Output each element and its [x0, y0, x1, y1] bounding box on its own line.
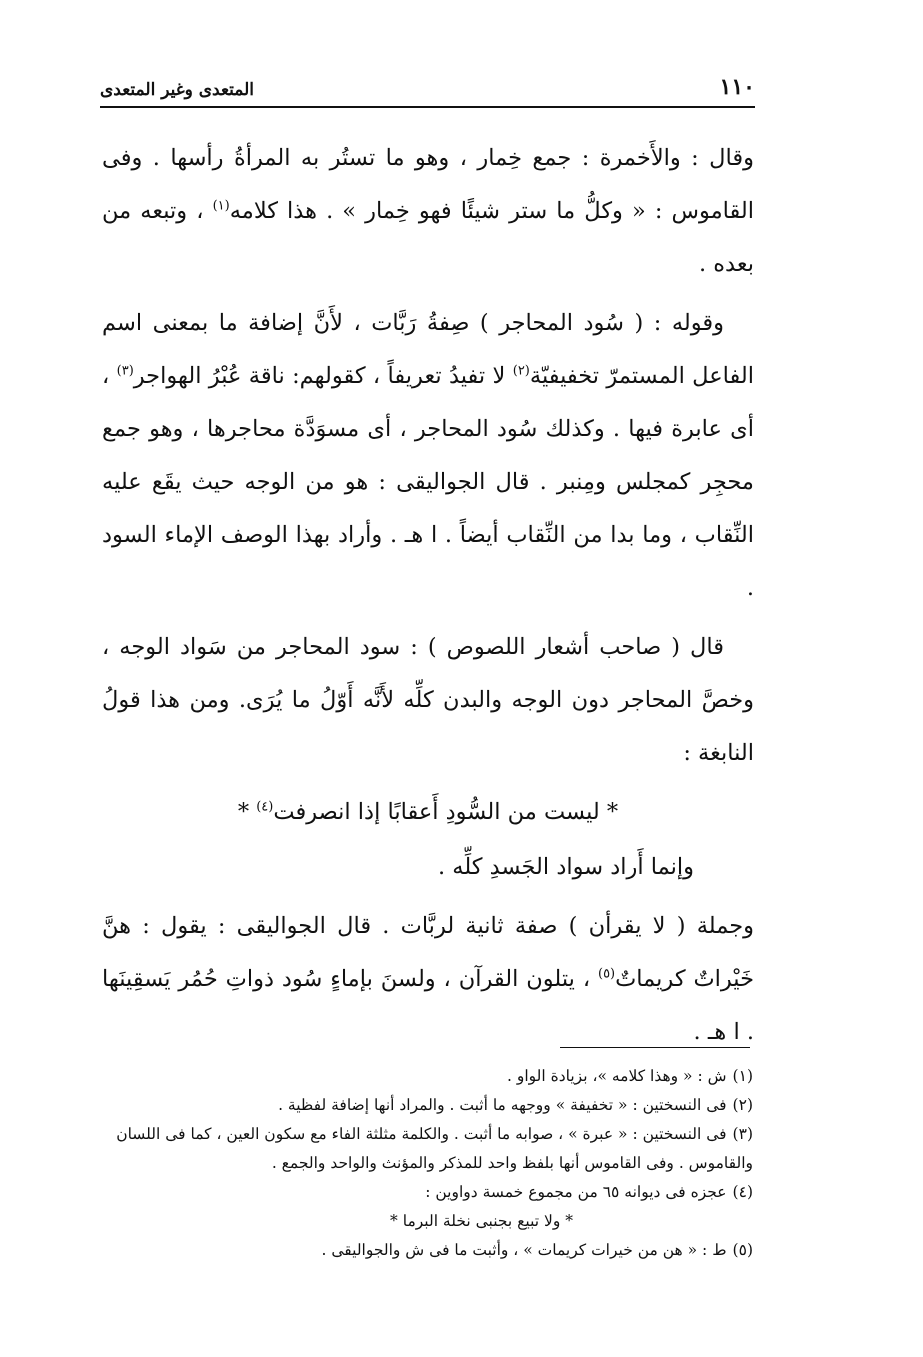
- paragraph-5: [102, 900, 754, 1059]
- footnote-ref-5: (٥): [597, 966, 616, 982]
- footnote-5: [108, 1236, 753, 1265]
- footnote-text: عجزه فى ديوانه ٦٥ من مجموع خمسة دواوين :: [425, 1183, 727, 1201]
- p2-c: ، أى عابرة فيها . وكذلك سُود المحاجر ، أى مسوَدَّة محاجرها ، وهو جمع محجِر كمجلس ومِنبر . قال الجواليقى : هو من الوجه حيث يقَع عليه النِّقاب ، وما بدا من النِّقاب أيضاً . ا هـ . وأراد بهذا الوصف الإماء السود .: [102, 363, 754, 601]
- running-head: [100, 66, 755, 108]
- footnote-number: (٢): [732, 1096, 753, 1114]
- footnote-text: فى النسختين : « تخفيفة » ووجهه ما أثبت . والمراد أنها إضافة لفظية .: [278, 1096, 727, 1114]
- footnote-4-verse: [108, 1207, 753, 1236]
- footnote-3: [108, 1120, 753, 1178]
- paragraph-3: [102, 621, 754, 780]
- p5-b: ، يتلون القرآن ، ولسنَ بإماءٍ سُود ذواتِ حُمُر يَسقِينَها . ا هـ .: [102, 966, 754, 1045]
- footnote-separator: [560, 1047, 750, 1048]
- footnote-text: ش : « وهذا كلامه »، بزيادة الواو .: [506, 1067, 727, 1085]
- footnote-2: [108, 1091, 753, 1120]
- footnote-text: ط : « هن من خيرات كريمات » ، وأثبت ما فى ش والجواليقى .: [321, 1241, 727, 1259]
- verse-text: * ليست من السُّودِ أَعقابًا إذا انصرفت: [273, 799, 619, 825]
- p3-text: قال ( صاحب أشعار اللصوص ) : سود المحاجر من سَواد الوجه ، وخصَّ المحاجر دون الوجه والبدن كلِّه لأَنَّه أَوّلُ ما يُرَى. ومن هذا قولُ النابغة :: [102, 634, 754, 766]
- p1-tail: ، وتبعه من بعده .: [102, 198, 754, 277]
- p4-text: وإنما أَراد سواد الجَسدِ كلِّه .: [437, 854, 694, 880]
- footnote-ref-4: (٤): [256, 799, 274, 815]
- p5-a: وجملة ( لا يقرأن ) صفة ثانية لربَّات . قال الجواليقى : يقول : هنَّ خَيْراتٌ كريماتٌ: [102, 913, 754, 992]
- paragraph-2: [102, 297, 754, 615]
- footnote-text: فى النسختين : « عبرة » ، صوابه ما أثبت . والكلمة مثلثة الفاء مع سكون العين ، كما فى اللسان والقاموس . وفى القاموس أنها بلفظ واحد للمذكر والمؤنث والواحد والجمع .: [116, 1125, 753, 1172]
- paragraph-4: [102, 841, 754, 894]
- footnote-4: [108, 1178, 753, 1207]
- p2-b: لا تفيدُ تعريفاً ، كقولهم: ناقة عُبْرُ الهواجر: [133, 363, 513, 389]
- footnote-number: (٥): [732, 1241, 753, 1259]
- footnotes: [108, 1062, 753, 1265]
- footnote-verse-text: * ولا تبيع بجنبى نخلة البرما *: [390, 1212, 573, 1230]
- footnote-number: (٣): [732, 1125, 753, 1143]
- footnote-1: [108, 1062, 753, 1091]
- paragraph-1: [102, 132, 754, 291]
- verse-tail: *: [237, 799, 257, 825]
- p2-a: وقوله : ( سُود المحاجر ) صِفةُ رَبَّات ، لأَنَّ إضافة ما بمعنى اسم الفاعل المستمرّ تخفيفيّة: [102, 310, 754, 389]
- footnote-ref-2: (٢): [512, 363, 530, 379]
- footnote-number: (٤): [732, 1183, 753, 1201]
- p1-text: وقال : والأَخمرة : جمع خِمار ، وهو ما تستُر به المرأةُ رأسها . وفى القاموس : « وكلُّ ما ستر شيئًا فهو خِمار » . هذا كلامه: [102, 145, 754, 224]
- running-title: المتعدى وغير المتعدى: [100, 80, 255, 100]
- footnote-ref-1: (١): [212, 198, 230, 214]
- footnote-number: (١): [732, 1067, 753, 1085]
- footnote-ref-3: (٣): [116, 363, 134, 379]
- page-number: ١١٠: [719, 74, 755, 100]
- main-text: [102, 132, 754, 1065]
- verse-line: [102, 786, 754, 839]
